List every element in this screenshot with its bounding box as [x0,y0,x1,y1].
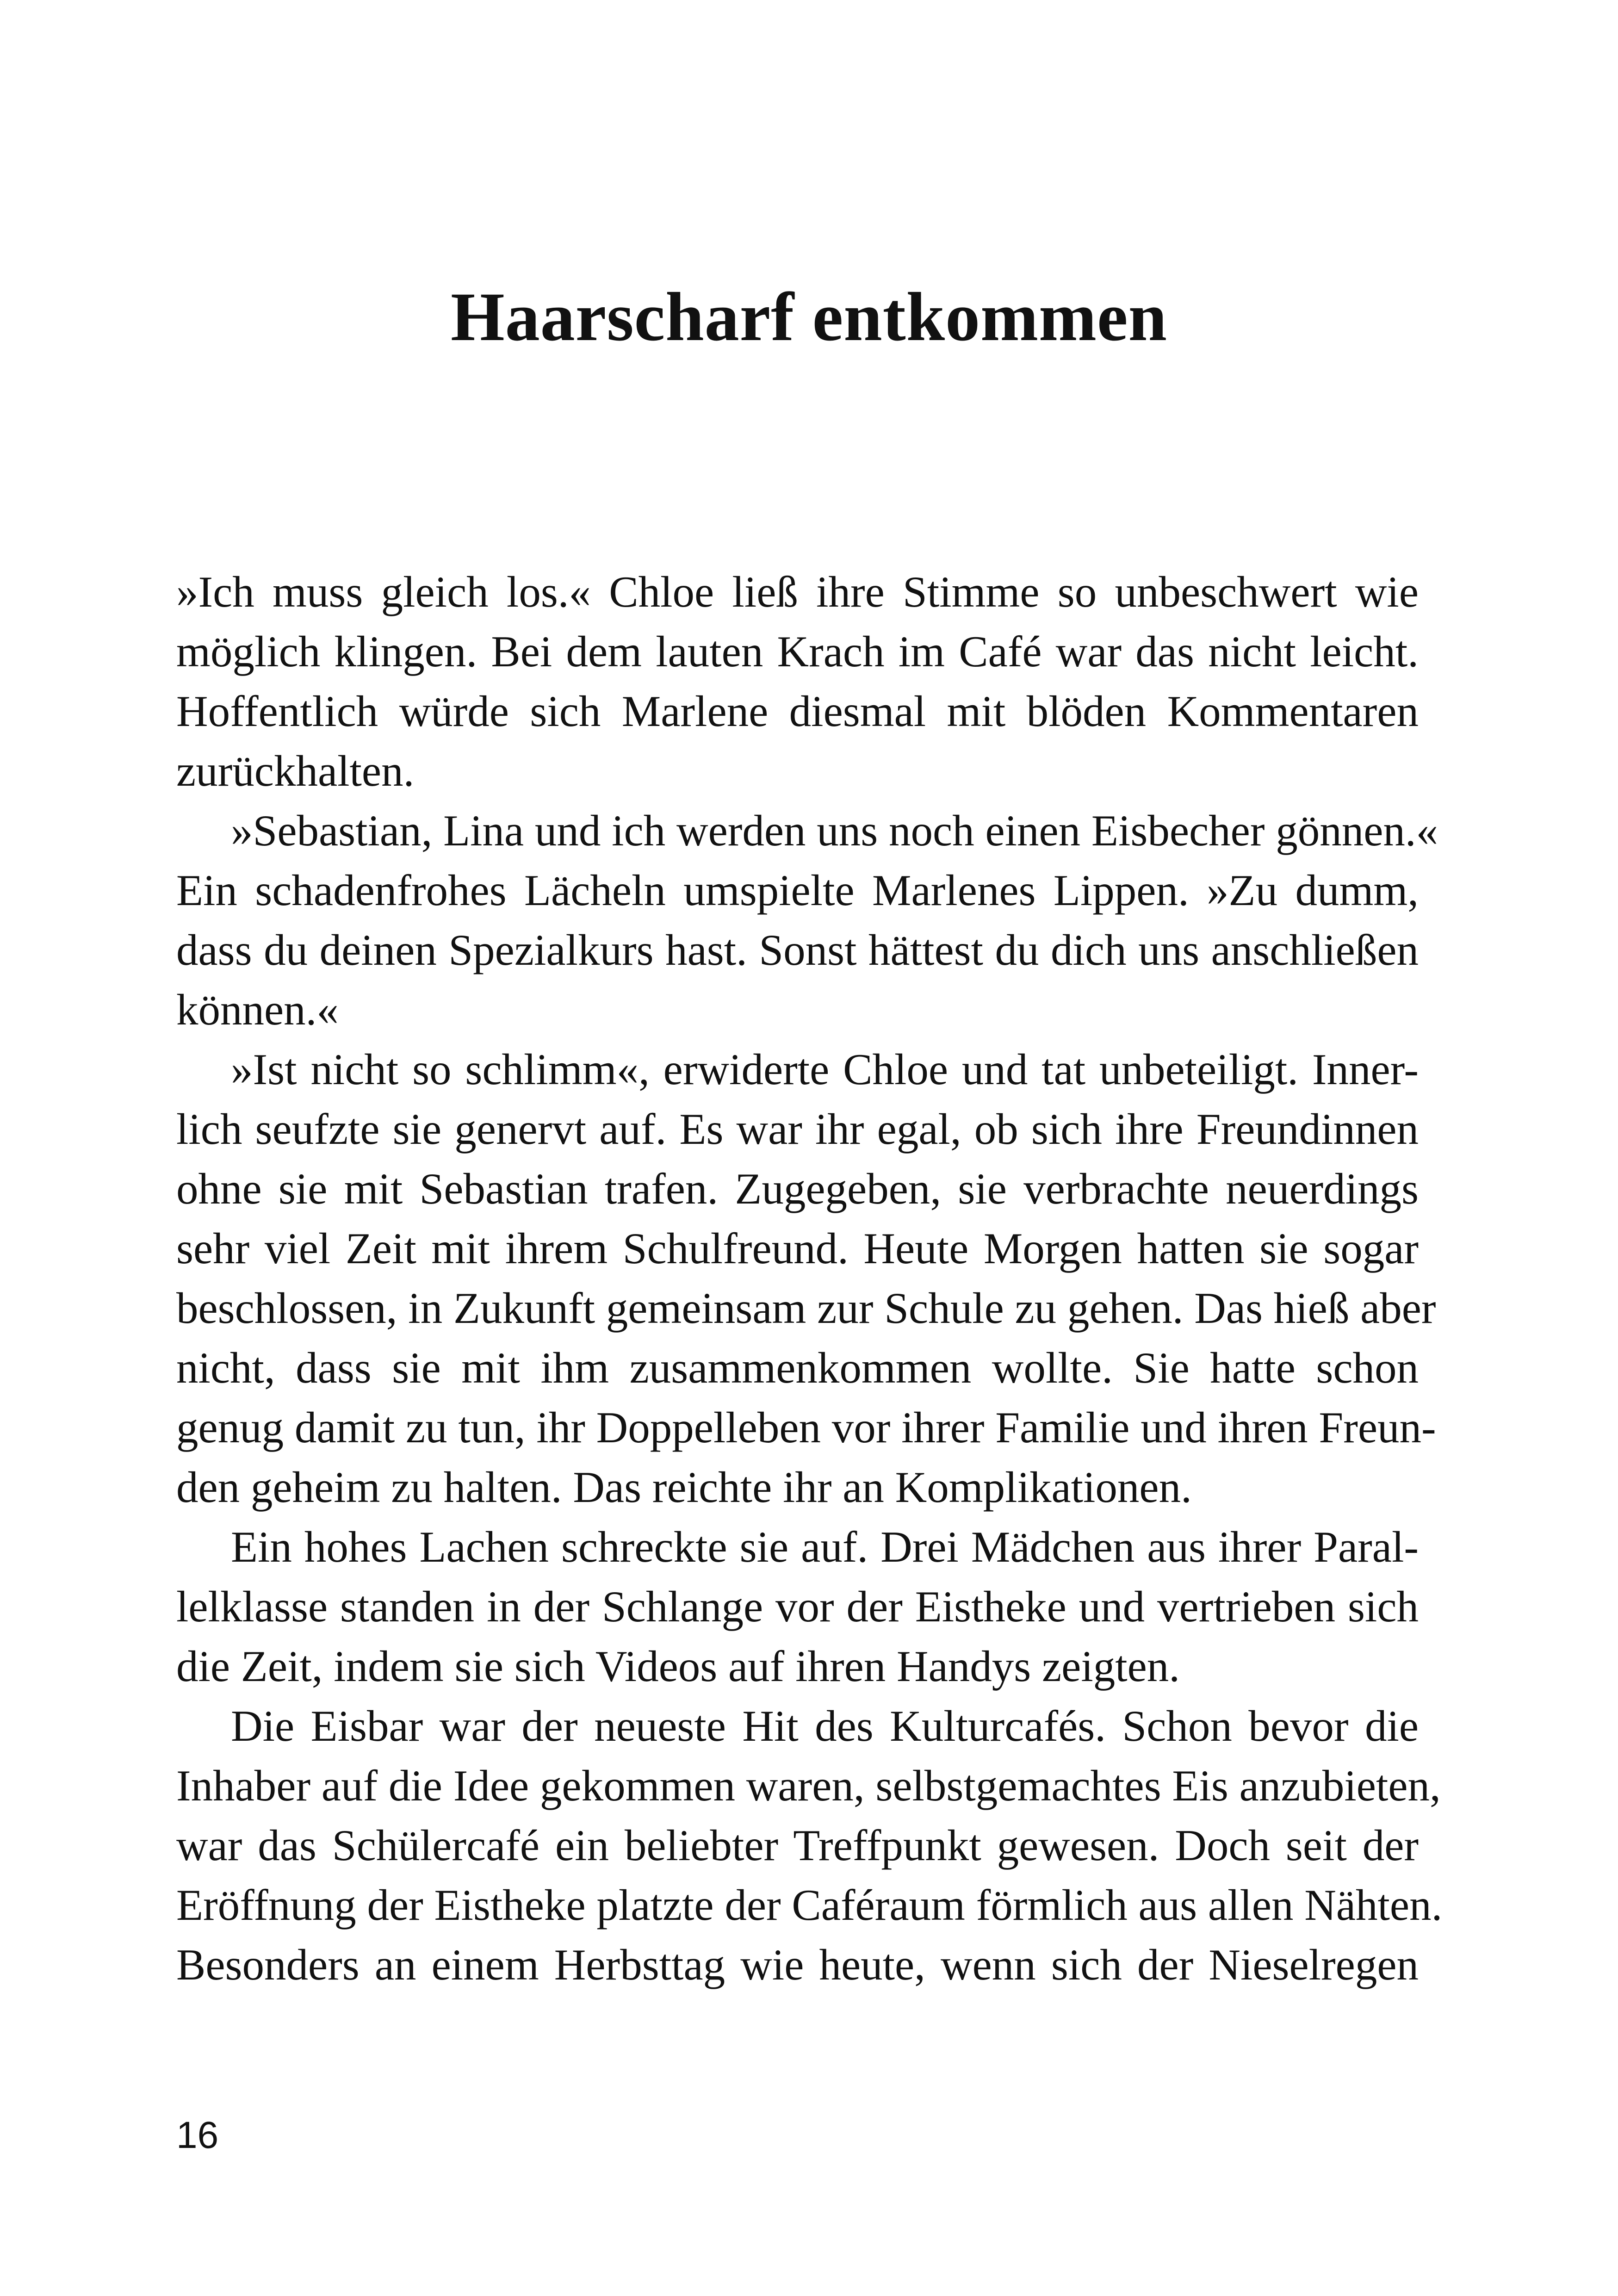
text-line: Ein hohes Lachen schreckte sie auf. Drei Mädchen aus ihrer Paral- [231,1522,1419,1571]
text-line: »Ist nicht so schlimm«, erwiderte Chloe und tat unbeteiligt. Inner- [231,1045,1419,1094]
text-line: die Zeit, indem sie sich Videos auf ihren Handys zeigten. [176,1642,1180,1691]
text-line: genug damit zu tun, ihr Doppelleben vor ihrer Familie und ihren Freun- [176,1403,1436,1452]
chapter-title: Haarscharf entkommen [451,279,1167,355]
text-line: lelklasse standen in der Schlange vor der Eistheke und vertrieben sich [176,1582,1419,1631]
text-line: den geheim zu halten. Das reichte ihr an Komplikationen. [176,1463,1192,1512]
text-line: »Sebastian, Lina und ich werden uns noch einen Eisbecher gönnen.« [231,806,1438,855]
text-line: möglich klingen. Bei dem lauten Krach im Café war das nicht leicht. [176,627,1419,676]
text-line: dass du deinen Spezialkurs hast. Sonst hättest du dich uns anschließen [176,925,1419,974]
page-number: 16 [176,2114,219,2156]
text-line: nicht, dass sie mit ihm zusammenkommen wollte. Sie hatte schon [176,1343,1419,1392]
text-line: war das Schülercafé ein beliebter Treffpunkt gewesen. Doch seit der [176,1821,1419,1870]
text-line: sehr viel Zeit mit ihrem Schulfreund. Heute Morgen hatten sie sogar [176,1224,1419,1273]
text-line: Besonders an einem Herbsttag wie heute, wenn sich der Nieselregen [176,1940,1419,1989]
text-line: »Ich muss gleich los.« Chloe ließ ihre Stimme so unbeschwert wie [176,567,1419,616]
text-line: Eröffnung der Eistheke platzte der Caféraum förmlich aus allen Nähten. [176,1880,1443,1930]
text-line: lich seufzte sie genervt auf. Es war ihr egal, ob sich ihre Freundinnen [176,1105,1419,1154]
text-line: ohne sie mit Sebastian trafen. Zugegeben, sie verbrachte neuerdings [176,1164,1419,1213]
text-line: Die Eisbar war der neueste Hit des Kulturcafés. Schon bevor die [231,1701,1419,1750]
text-line: beschlossen, in Zukunft gemeinsam zur Schule zu gehen. Das hieß aber [176,1284,1436,1333]
text-line: können.« [176,985,339,1034]
text-line: Inhaber auf die Idee gekommen waren, selbstgemachtes Eis anzubieten, [176,1761,1441,1810]
body-text [176,562,1443,1995]
text-line: zurückhalten. [176,746,415,795]
text-line: Ein schadenfrohes Lächeln umspielte Marlenes Lippen. »Zu dumm, [176,866,1419,915]
text-line: Hoffentlich würde sich Marlene diesmal mit blöden Kommentaren [176,687,1419,736]
